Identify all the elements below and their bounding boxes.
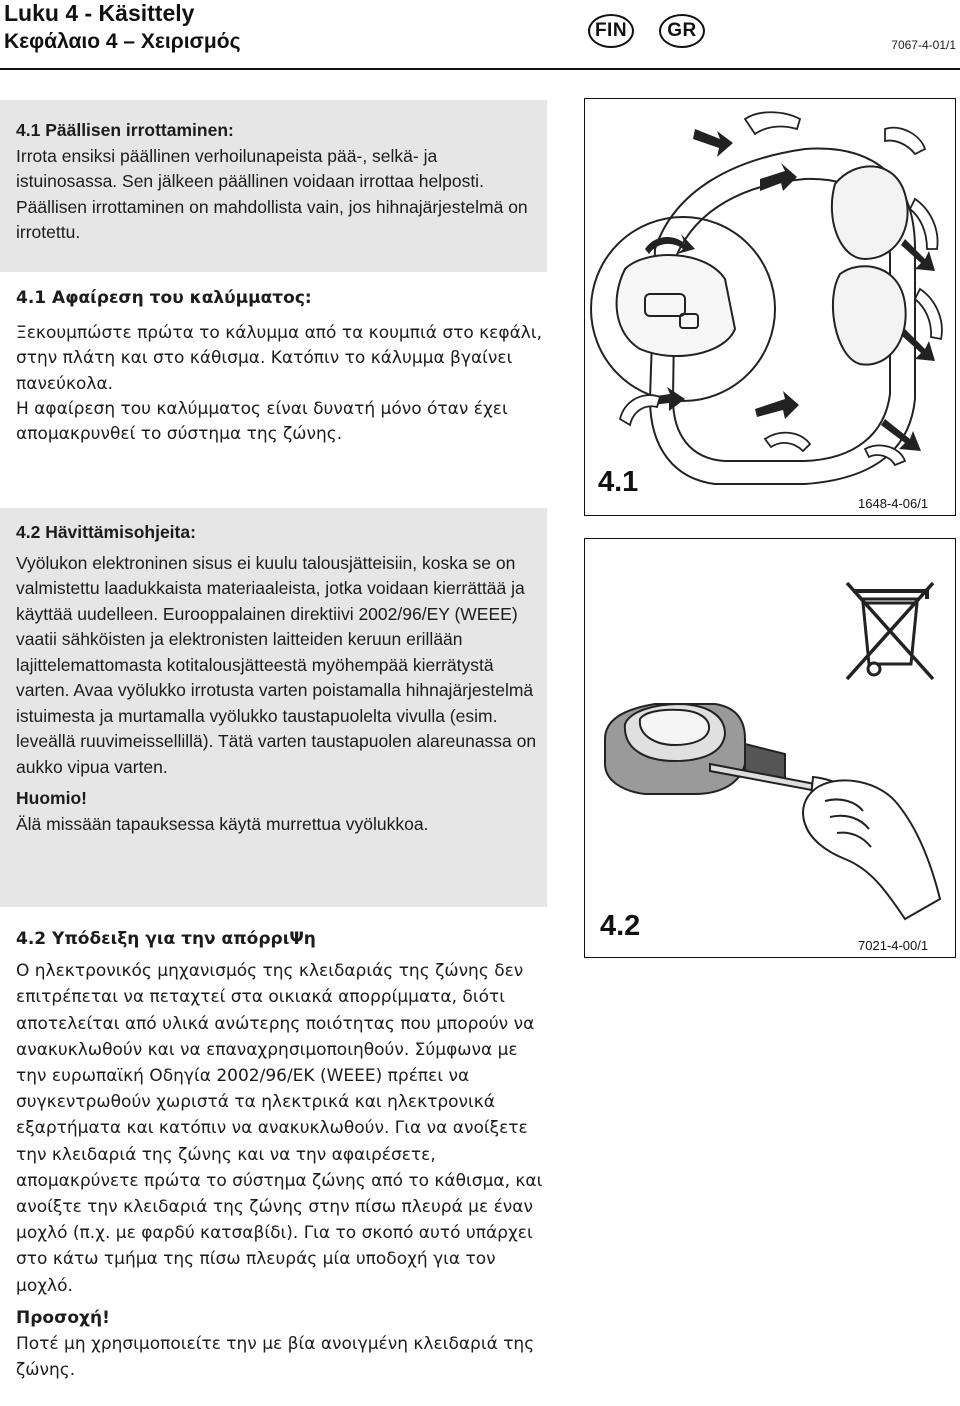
car-seat-cover-illustration xyxy=(585,99,954,514)
section-42-fi-heading: 4.2 Hävittämisohjeita: xyxy=(16,522,196,542)
figure-41-frame xyxy=(584,98,956,516)
hand-icon xyxy=(803,780,940,919)
section-41-gr-body-2: Η αφαίρεση του καλύμματος είναι δυνατή μόνο όταν έχει απομακρυνθεί το σύστημα της ζώνης. xyxy=(16,398,508,445)
hand-icon-5 xyxy=(620,395,660,425)
section-42-gr-body: Ο ηλεκτρονικός μηχανισμός της κλειδαριάς της ζώνης δεν επιτρέπεται να πεταχτεί στα οικιακά απορρίμματα, διότι αποτελείται από υλικά ανώτερης ποιότητας που μπορούν να ανακυκλωθούν και να επαναχρησιμοποιηθούν. Σύμφωνα με την ευρωπαϊκή Οδηγία 2002/96/ΕΚ (WEEE) πρέπει να συγκεντρωθούν χωριστά τα ηλεκτρικά και ηλεκτρονικά εξαρτήματα και κατόπιν να ανακυκλωθούν. Για να ανοίξετε την κλειδαριά της ζώνης και να την αφαιρέσετε, απομακρύνετε πρώτα το σύστημα ζώνης από το κάθισμα, και ανοίξτε την κλειδαριά της ζώνης στην πίσω πλευρά με έναν μοχλό (π.χ. με φαρδύ κατσαβίδι). Για το σκοπό αυτό υπάρχει στο κάτω τμήμα της πίσω πλευράς μία υποδοχή για τον μοχλό. xyxy=(16,961,543,1296)
figure-41-label: 4.1 xyxy=(598,466,639,498)
section-41-gr-body-1: Ξεκουμπώστε πρώτα το κάλυμμα από τα κουμπιά στο κεφάλι, στην πλάτη και στο κάθισμα. Κατόπιν το κάλυμμα βγαίνει πανεύκολα. xyxy=(16,323,543,394)
section-41-fi-heading: 4.1 Päällisen irrottaminen: xyxy=(16,120,234,140)
hand-icon-1 xyxy=(745,112,800,134)
section-41-gr-heading: 4.1 Αφαίρεση του καλύμματος: xyxy=(16,288,312,308)
section-42-fi-note-heading: Huomio! xyxy=(16,788,87,808)
hand-icon-2 xyxy=(885,128,925,154)
section-42-gr-heading: 4.2 Υπόδειξη για την απόρριΨη xyxy=(16,929,316,949)
arrow-icon-3 xyxy=(693,129,733,157)
arrow-icon-8 xyxy=(755,391,799,419)
hand-icon-6 xyxy=(765,433,810,451)
figure-42-frame xyxy=(584,538,956,958)
section-42-gr-note-body: Ποτέ μη χρησιμοποιείτε την με βία ανοιγμένη κλειδαριά της ζώνης. xyxy=(16,1334,535,1381)
figure-42-label: 4.2 xyxy=(600,910,641,942)
page-title-gr: Κεφάλαιο 4 – Χειρισμός xyxy=(4,30,241,53)
hand-icon-7 xyxy=(865,445,905,465)
section-42-fi-note-body: Älä missään tapauksessa käytä murrettua vyölukkoa. xyxy=(16,813,429,834)
language-badge-fin: FIN xyxy=(588,14,634,48)
hand-icon-4 xyxy=(915,289,942,339)
section-41-gr xyxy=(16,286,546,447)
header-divider xyxy=(0,68,960,70)
section-42-fi-body: Vyölukon elektroninen sisus ei kuulu talousjätteisiin, koska se on valmistettu laadukkaista materiaaleista, jotka voidaan kierrättää ja käyttää uudelleen. Eurooppalainen direktiivi 2002/96/EY (WEEE) vaatii sähköisten ja elektronisten laitteiden keruun erillään lajittelemattomasta kotitalousjätteestä myöhempää kierrätystä varten. Avaa vyölukko irrotusta varten poistamalla hihnajärjestelmä istuimesta ja murtamalla vyölukko taustapuolelta vivulla (esim. leveällä ruuvimeissellillä). Tätä varten taustapuolen alareunassa on aukko vipua varten. xyxy=(16,552,537,777)
arrow-icon-2 xyxy=(760,163,797,191)
buckle-disposal-illustration xyxy=(585,539,954,956)
page-title-fi: Luku 4 - Käsittely xyxy=(4,0,195,26)
section-42-gr xyxy=(16,926,546,1383)
figure-42-code: 7021-4-00/1 xyxy=(858,938,929,953)
arrow-icon-5 xyxy=(901,329,935,361)
section-41-fi-body: Irrota ensiksi päällinen verhoilunapeista pää-, selkä- ja istuinosassa. Sen jälkeen päällinen voidaan irrottaa helposti. Päällisen irrottaminen on mahdollista vain, jos hihnajärjestelmä on irrotettu. xyxy=(16,145,528,242)
section-42-fi xyxy=(16,520,540,837)
section-41-fi xyxy=(16,118,540,246)
document-code: 7067-4-01/1 xyxy=(891,38,956,52)
section-42-gr-note-heading: Προσοχή! xyxy=(16,1307,110,1328)
weee-crossed-bin-icon xyxy=(847,583,933,679)
language-badge-gr: GR xyxy=(659,14,705,48)
figure-41-code: 1648-4-06/1 xyxy=(858,496,929,511)
